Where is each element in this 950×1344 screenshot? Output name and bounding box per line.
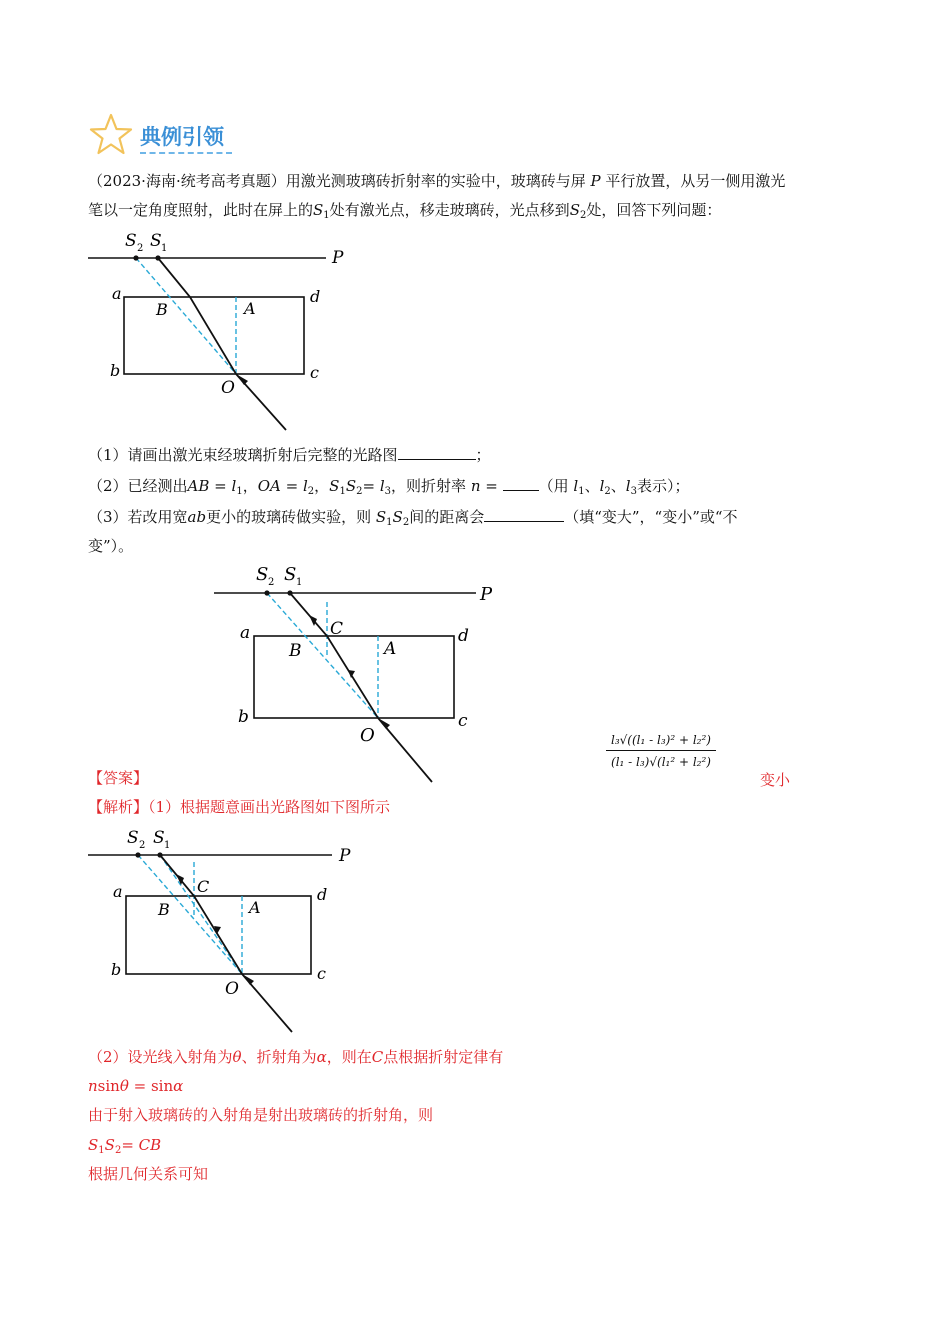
svg-text:S: S xyxy=(284,564,297,585)
analysis-eq2: $S_1S_2=$ CB xyxy=(88,1136,162,1156)
diagram-analysis xyxy=(88,822,363,1037)
svg-text:1: 1 xyxy=(296,577,303,588)
svg-text:S: S xyxy=(150,231,162,251)
svg-text:P: P xyxy=(480,584,493,605)
analysis-line6: 根据几何关系可知 xyxy=(88,1165,209,1183)
answer-label: 【答案】 xyxy=(88,769,149,787)
analysis-line2: （2）设光线入射角为θ、折射角为α，则在C点根据折射定律有 xyxy=(88,1048,504,1066)
answer-part3: 变小 xyxy=(760,771,791,789)
svg-text:B: B xyxy=(156,300,168,319)
svg-text:P: P xyxy=(332,248,344,268)
svg-text:c: c xyxy=(458,711,468,731)
svg-text:B: B xyxy=(158,900,170,919)
svg-text:a: a xyxy=(112,284,122,303)
formula-denominator: (l₁ - l₃)√(l₁² + l₂²) xyxy=(611,755,711,769)
formula-numerator: l₃√((l₁ - l₃)² + l₂²) xyxy=(606,730,716,751)
svg-text:1: 1 xyxy=(164,840,171,851)
svg-text:a: a xyxy=(240,623,251,643)
svg-text:1: 1 xyxy=(161,243,168,254)
analysis-line1: 【解析】（1）根据题意画出光路图如下图所示 xyxy=(88,798,391,816)
svg-text:O: O xyxy=(221,378,235,398)
svg-text:S: S xyxy=(125,231,137,251)
part-2: （2）已经测出AB = $l_1$，OA = $l_2$，$S_1S_2= l_3$，则折射率 n = （用 $l_1$、$l_2$、$l_3$表示）； xyxy=(88,477,690,497)
diagram-answer xyxy=(214,560,504,785)
question-stem-line1: （2023·海南·统考高考真题）用激光测玻璃砖折射率的实验中，玻璃砖与屏 P 平行放置，从另一侧用激光 xyxy=(88,172,786,190)
svg-text:c: c xyxy=(310,363,319,382)
svg-text:b: b xyxy=(111,960,122,979)
svg-text:O: O xyxy=(360,725,375,746)
svg-text:2: 2 xyxy=(268,577,275,588)
question-stem-line2: 笔以一定角度照射，此时在屏上的$S_1$处有激光点，移走玻璃砖，光点移到$S_2$处，回答下列问题： xyxy=(88,201,722,221)
analysis-line4: 由于射入玻璃砖的入射角是射出玻璃砖的折射角，则 xyxy=(88,1106,434,1124)
svg-text:d: d xyxy=(317,885,328,904)
analysis-eq1: nsinθ = sinα xyxy=(88,1077,184,1095)
svg-text:S: S xyxy=(256,564,269,585)
svg-text:B: B xyxy=(289,641,302,661)
svg-text:C: C xyxy=(330,619,344,639)
svg-text:P: P xyxy=(339,846,351,866)
svg-text:b: b xyxy=(110,361,121,380)
star-outline-icon xyxy=(88,112,134,158)
svg-text:A: A xyxy=(384,639,397,659)
part-3-cont: 变”）。 xyxy=(88,537,134,555)
svg-text:a: a xyxy=(113,882,123,901)
svg-text:2: 2 xyxy=(139,840,146,851)
part-3: （3）若改用宽ab更小的玻璃砖做实验，则 $S_1S_2$间的距离会 （填“变大”，“变小”或“不 xyxy=(88,508,738,528)
svg-text:C: C xyxy=(197,877,210,896)
answer-formula xyxy=(606,730,716,782)
diagram-question xyxy=(88,228,358,438)
svg-text:2: 2 xyxy=(137,243,144,254)
svg-text:d: d xyxy=(458,626,469,646)
svg-text:A: A xyxy=(249,898,261,917)
svg-text:S: S xyxy=(127,828,139,848)
part-1: （1）请画出激光束经玻璃折射后完整的光路图 ； xyxy=(88,446,491,464)
svg-text:S: S xyxy=(153,828,165,848)
section-underline xyxy=(140,152,232,154)
svg-text:O: O xyxy=(225,979,239,999)
svg-text:d: d xyxy=(310,287,321,306)
svg-text:A: A xyxy=(244,299,256,318)
svg-text:b: b xyxy=(238,707,249,727)
section-title: 典例引领 xyxy=(140,125,224,149)
svg-text:c: c xyxy=(317,964,326,983)
